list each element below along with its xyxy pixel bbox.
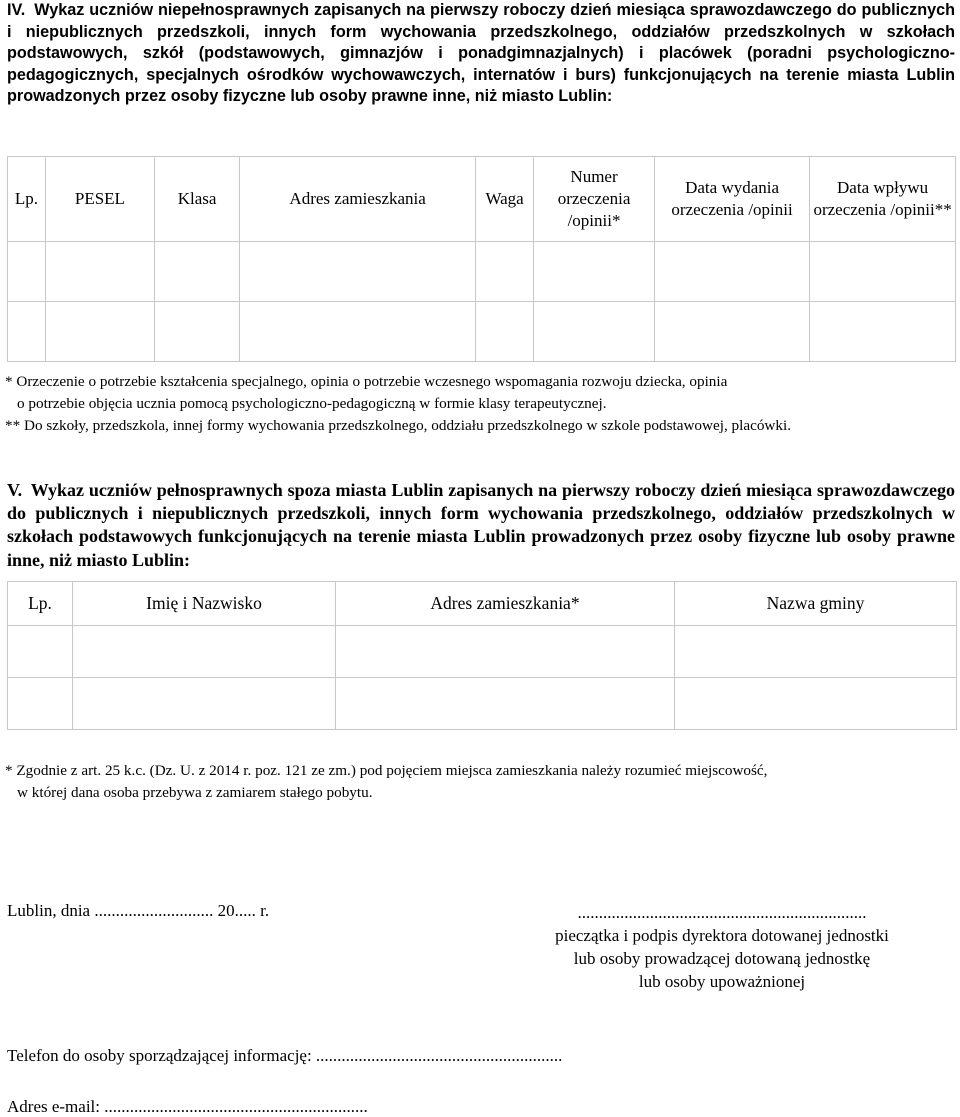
signature-dots[interactable]: ....................................................................	[577, 903, 867, 922]
section-v-footnotes	[5, 760, 955, 804]
table-cell[interactable]	[654, 242, 809, 302]
col-imie-nazwisko: Imię i Nazwisko	[73, 582, 336, 626]
phone-field[interactable]: Telefon do osoby sporządzającej informację: ..........................................................	[7, 1046, 563, 1065]
footnote-residence-continued: w której dana osoba przebywa z zamiarem stałego pobytu.	[17, 784, 373, 801]
table-cell[interactable]	[8, 678, 73, 730]
table-cell[interactable]	[8, 302, 46, 362]
email-field[interactable]: Adres e-mail: ..............................................................	[7, 1097, 368, 1116]
table-row	[8, 626, 957, 678]
col-lp: Lp.	[8, 157, 46, 242]
footnote-1-continued: o potrzebie objęcia ucznia pomocą psychologiczno-pedagogiczną w formie klasy terapeutycznej.	[17, 395, 607, 412]
table-cell[interactable]	[45, 302, 154, 362]
table-cell[interactable]	[675, 678, 957, 730]
signature-caption-3: lub osoby upoważnionej	[638, 972, 806, 991]
signature-caption-1: pieczątka i podpis dyrektora dotowanej jednostki	[555, 926, 889, 945]
table-nondisabled-students	[7, 581, 957, 730]
table-cell[interactable]	[336, 678, 675, 730]
signature-caption-2: lub osoby prowadzącej dotowaną jednostkę	[573, 949, 871, 968]
table-cell[interactable]	[476, 242, 534, 302]
section-v-text: Wykaz uczniów pełnosprawnych spoza miasta Lublin zapisanych na pierwszy roboczy dzień miesiąca sprawozdawczego do publicznych i niepublicznych przedszkoli, innych form wychowania przedszkolnego, oddziałów przedszkolnych w szkołach podstawowych funkcjonujących na terenie miasta Lublin prowadzonych przez osoby fizyczne lub osoby prawne inne, niż miasto Lublin:	[7, 480, 955, 570]
table-cell[interactable]	[675, 626, 957, 678]
table-cell[interactable]	[8, 626, 73, 678]
footnote-2: ** Do szkoły, przedszkola, innej formy wychowania przedszkolnego, oddziału przedszkolnego w szkole podstawowej, placówki.	[5, 417, 792, 434]
col-nazwa-gminy: Nazwa gminy	[675, 582, 957, 626]
table-disabled-students	[7, 156, 956, 362]
footnote-1: * Orzeczenie o potrzebie kształcenia specjalnego, opinia o potrzebie wczesnego wspomagania rozwoju dziecka, opinia	[5, 373, 728, 390]
col-waga: Waga	[476, 157, 534, 242]
table-cell[interactable]	[240, 242, 476, 302]
section-iv-title	[7, 0, 955, 108]
table-header-row	[8, 157, 956, 242]
table-row	[8, 678, 957, 730]
col-lp: Lp.	[8, 582, 73, 626]
table-cell[interactable]	[534, 302, 655, 362]
table-cell[interactable]	[73, 678, 336, 730]
table-cell[interactable]	[45, 242, 154, 302]
table-cell[interactable]	[154, 302, 239, 362]
section-iv-footnotes	[5, 371, 955, 437]
table-cell[interactable]	[810, 242, 956, 302]
table-cell[interactable]	[534, 242, 655, 302]
table-cell[interactable]	[810, 302, 956, 362]
table-row	[8, 242, 956, 302]
col-data-wydania: Data wydania orzeczenia /opinii	[654, 157, 809, 242]
col-data-wplywu: Data wpływu orzeczenia /opinii**	[810, 157, 956, 242]
table-header-row	[8, 582, 957, 626]
col-pesel: PESEL	[45, 157, 154, 242]
col-adres: Adres zamieszkania*	[336, 582, 675, 626]
footnote-residence: * Zgodnie z art. 25 k.c. (Dz. U. z 2014 r. poz. 121 ze zm.) pod pojęciem miejsca zamieszkania należy rozumieć miejscowość,	[5, 762, 768, 779]
table-row	[8, 302, 956, 362]
col-klasa: Klasa	[154, 157, 239, 242]
col-numer-orzeczenia: Numer orzeczenia /opinii*	[534, 157, 655, 242]
signature-block	[497, 901, 947, 993]
section-iv-text: Wykaz uczniów niepełnosprawnych zapisanych na pierwszy roboczy dzień miesiąca sprawozdawczego do publicznych i niepublicznych przedszkoli, innych form wychowania przedszkolnego, oddziałów przedszkolnych w szkołach podstawowych, szkół (podstawowych, gimnazjów i ponadgimnazjalnych) i placówek (poradni psychologiczno-pedagogicznych, specjalnych ośrodków wychowawczych, internatów i burs) funkcjonujących na terenie miasta Lublin prowadzonych przez osoby fizyczne lub osoby prawne inne, niż miasto Lublin:	[7, 1, 955, 106]
table-cell[interactable]	[8, 242, 46, 302]
table-cell[interactable]	[240, 302, 476, 362]
table-cell[interactable]	[654, 302, 809, 362]
table-cell[interactable]	[476, 302, 534, 362]
section-v-number: V.	[7, 480, 23, 500]
table-cell[interactable]	[336, 626, 675, 678]
table-cell[interactable]	[154, 242, 239, 302]
table-cell[interactable]	[73, 626, 336, 678]
place-date-line[interactable]: Lublin, dnia ............................ 20..... r.	[7, 901, 270, 920]
section-v-title	[7, 479, 955, 572]
col-adres: Adres zamieszkania	[240, 157, 476, 242]
section-iv-number: IV.	[7, 1, 26, 19]
